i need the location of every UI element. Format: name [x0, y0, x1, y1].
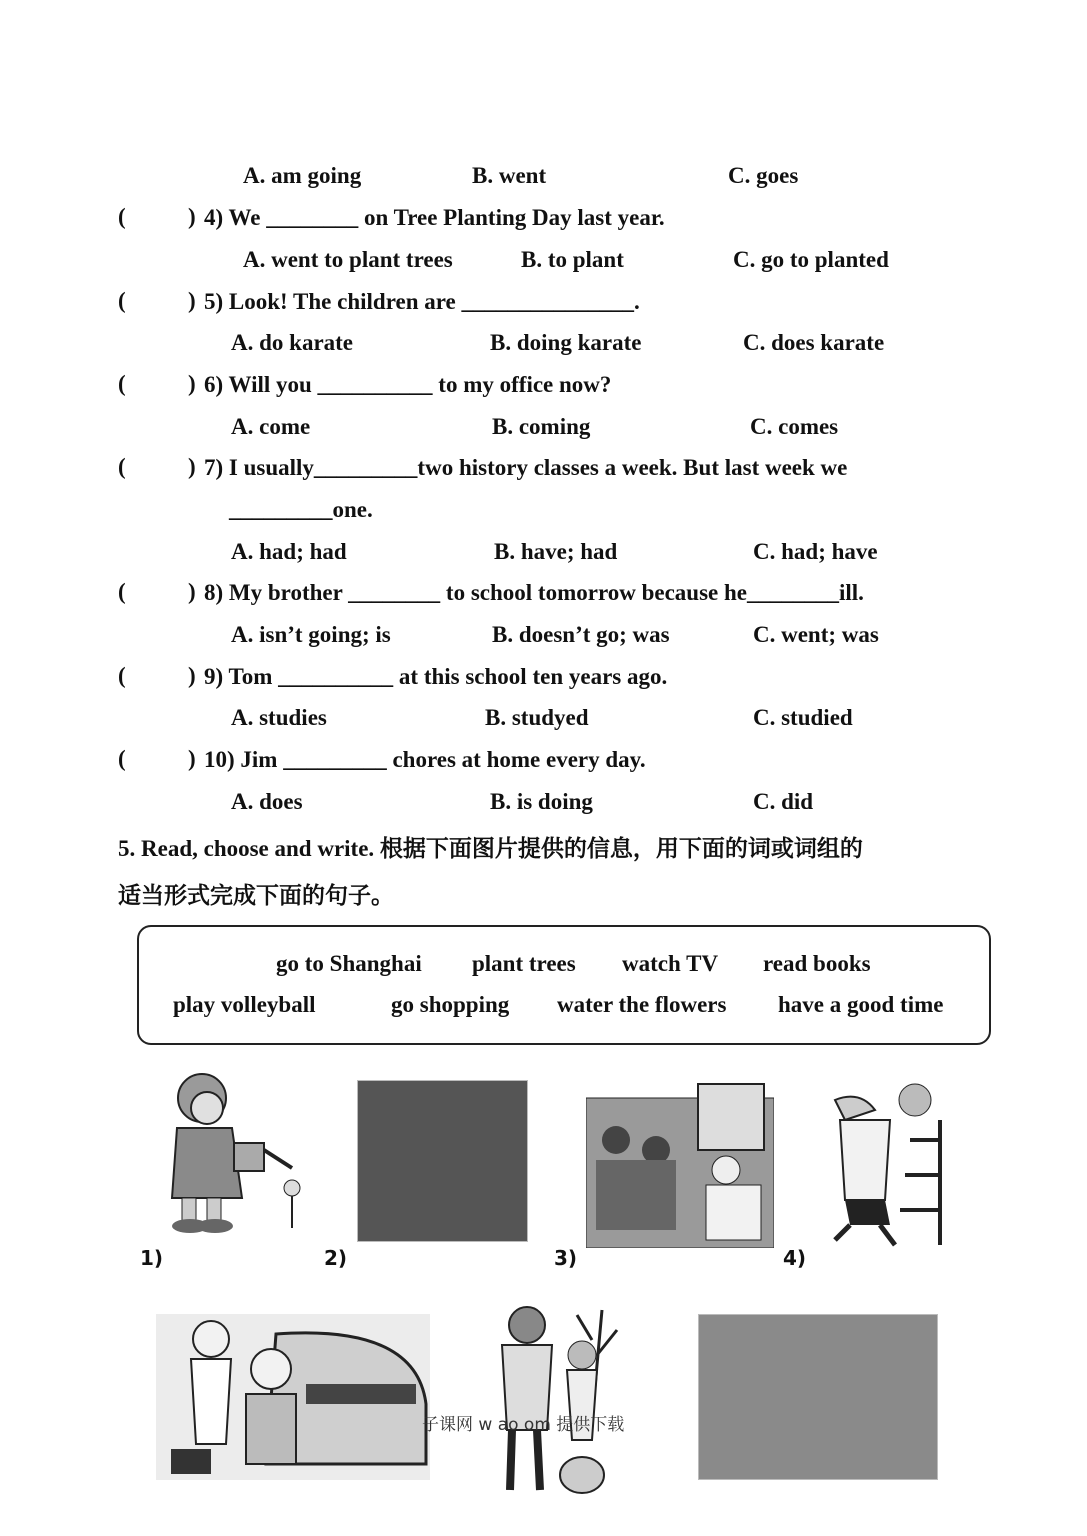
question-stem: Look! The children are _______________. — [228, 289, 640, 314]
q9-option-b: B. studyed — [485, 705, 589, 730]
word-bank-item: go to Shanghai — [276, 951, 422, 976]
answer-paren-close: ) — [188, 371, 196, 396]
family-watching-tv-image — [586, 1080, 774, 1248]
question-9 — [204, 663, 667, 691]
answer-paren-open: ( — [118, 454, 126, 479]
section-5-instructions: 适当形式完成下面的句子。 — [118, 883, 394, 908]
q9-option-a: A. studies — [231, 705, 327, 730]
q7-option-c: C. had; have — [753, 539, 878, 564]
picture-label-2: 2) — [324, 1246, 348, 1270]
question-6 — [204, 371, 611, 399]
question-number: 6) — [204, 372, 224, 397]
answer-paren-close: ) — [188, 204, 196, 229]
q8-option-c: C. went; was — [753, 622, 879, 647]
word-bank-item: water the flowers — [557, 992, 727, 1017]
answer-paren-open: ( — [118, 204, 126, 229]
question-stem: I usually_________two history classes a week. But last week we — [228, 455, 848, 480]
q10-option-c: C. did — [753, 789, 814, 814]
q8-option-b: B. doesn’t go; was — [492, 622, 670, 647]
picture-label-3: 3) — [554, 1246, 578, 1270]
answer-paren-close: ) — [188, 579, 196, 604]
people-with-train-image — [156, 1314, 430, 1480]
answer-paren-close: ) — [188, 663, 196, 688]
answer-paren-open: ( — [118, 663, 126, 688]
watermark-text: 子课网 w ao om 提供下载 — [422, 1415, 625, 1435]
q10-option-a: A. does — [231, 789, 303, 814]
boy-playing-volleyball-image — [790, 1080, 960, 1250]
word-bank-item: plant trees — [472, 951, 576, 976]
answer-paren-open: ( — [118, 288, 126, 313]
q7-option-a: A. had; had — [231, 539, 347, 564]
answer-paren-close: ) — [188, 288, 196, 313]
question-5 — [204, 288, 640, 316]
q8-option-a: A. isn’t going; is — [231, 622, 391, 647]
prev-option-a: A. am going — [243, 163, 362, 188]
question-7 — [204, 454, 847, 482]
question-10 — [204, 746, 646, 774]
q4-option-b: B. to plant — [521, 247, 624, 272]
question-stem: Jim _________ chores at home every day. — [240, 747, 646, 772]
question-stem: We ________ on Tree Planting Day last year. — [228, 205, 665, 230]
question-number: 7) — [204, 455, 224, 480]
question-4 — [204, 204, 665, 232]
girl-watering-flowers-image — [152, 1068, 327, 1240]
q5-option-a: A. do karate — [231, 330, 354, 355]
question-stem: Tom __________ at this school ten years ago. — [228, 664, 668, 689]
q6-option-c: C. comes — [750, 414, 839, 439]
q6-option-b: B. coming — [492, 414, 591, 439]
woman-planting-trees-photo — [357, 1080, 528, 1242]
q7-option-b: B. have; had — [494, 539, 618, 564]
answer-paren-close: ) — [188, 746, 196, 771]
prev-option-c: C. goes — [728, 163, 799, 188]
question-number: 9) — [204, 664, 224, 689]
answer-paren-open: ( — [118, 746, 126, 771]
q5-option-c: C. does karate — [743, 330, 885, 355]
q4-option-c: C. go to planted — [733, 247, 889, 272]
word-bank-item: watch TV — [622, 951, 719, 976]
picture-label-4: 4) — [783, 1246, 807, 1270]
question-number: 10) — [204, 747, 235, 772]
prev-option-b: B. went — [472, 163, 547, 188]
answer-paren-open: ( — [118, 579, 126, 604]
q10-option-b: B. is doing — [490, 789, 593, 814]
section-5-title: 5. Read, choose and write. 根据下面图片提供的信息，用下面的词或词组的 — [118, 836, 863, 861]
word-bank-item: read books — [763, 951, 871, 976]
question-number: 8) — [204, 580, 224, 605]
q9-option-c: C. studied — [753, 705, 853, 730]
question-stem: Will you __________ to my office now? — [228, 372, 612, 397]
question-number: 5) — [204, 289, 224, 314]
question-8 — [204, 579, 864, 607]
q5-option-b: B. doing karate — [490, 330, 642, 355]
question-stem: My brother ________ to school tomorrow because he________ill. — [228, 580, 864, 605]
q6-option-a: A. come — [231, 414, 311, 439]
word-bank-item: play volleyball — [173, 992, 316, 1017]
people-planting-trees-image — [472, 1300, 630, 1496]
question-number: 4) — [204, 205, 224, 230]
answer-paren-open: ( — [118, 371, 126, 396]
answer-paren-close: ) — [188, 454, 196, 479]
q4-option-a: A. went to plant trees — [243, 247, 453, 272]
word-bank-item: have a good time — [778, 992, 944, 1017]
question-7-continuation: _________one. — [229, 497, 373, 522]
boys-reading-books-photo — [698, 1314, 938, 1480]
picture-label-1: 1) — [140, 1246, 164, 1270]
word-bank-item: go shopping — [391, 992, 510, 1017]
word-bank-box — [137, 925, 991, 1045]
